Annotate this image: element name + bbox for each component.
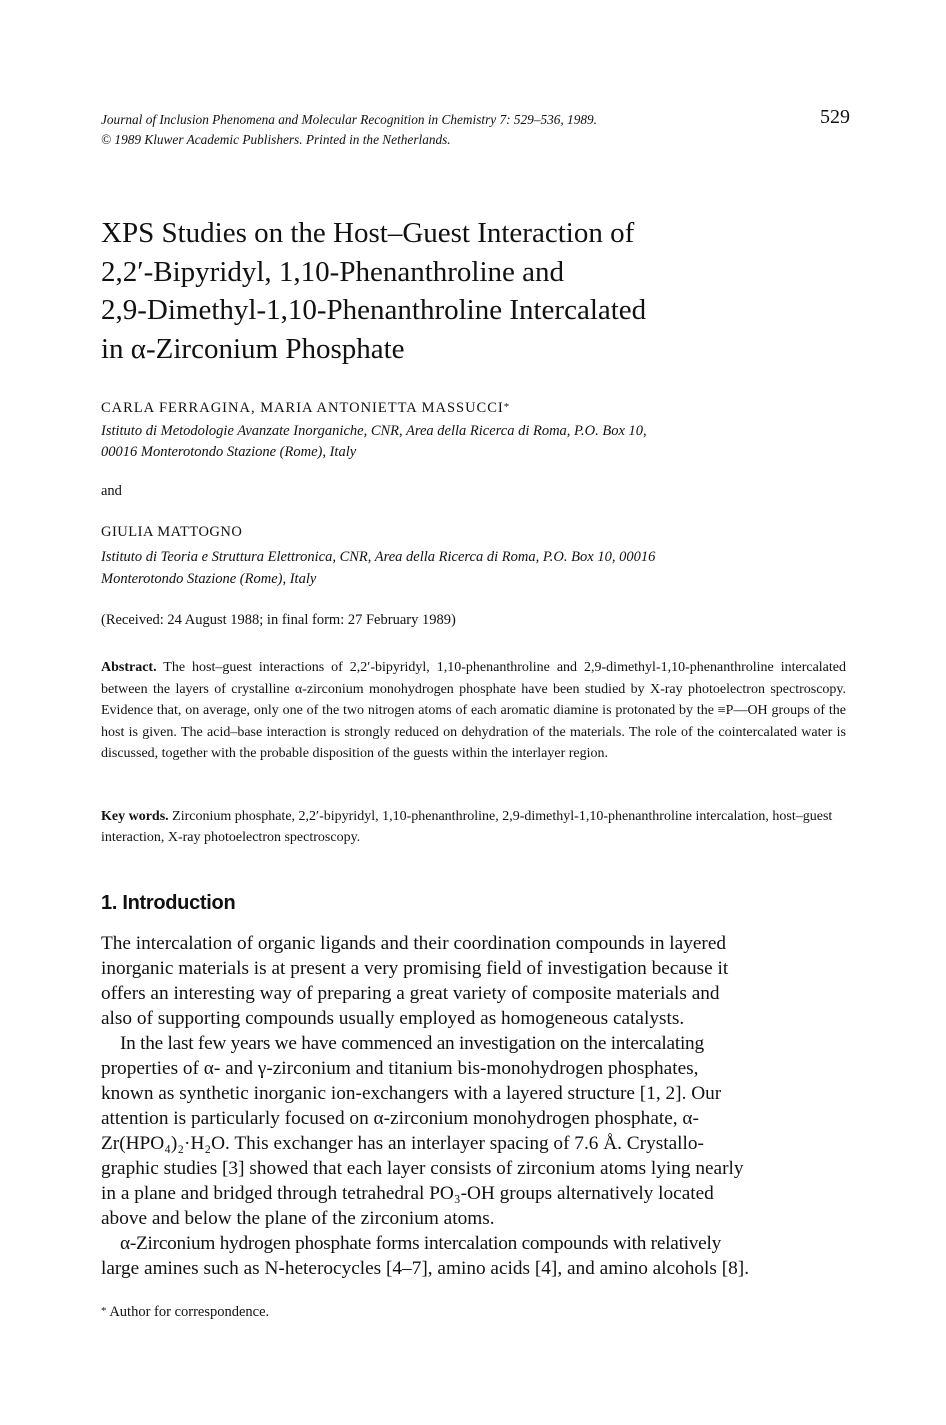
received-dates: (Received: 24 August 1988; in final form: 27 February 1989) <box>101 612 456 628</box>
body-line: attention is particularly focused on α-zirconium monohydrogen phosphate, α- <box>101 1108 699 1129</box>
introduction-body <box>101 931 846 1281</box>
footnote <box>101 1304 269 1321</box>
paper-title <box>101 214 861 368</box>
author-names: CARLA FERRAGINA, MARIA ANTONIETTA MASSUCCI <box>101 400 504 416</box>
and-separator: and <box>101 483 122 499</box>
running-header <box>101 110 741 150</box>
body-line: also of supporting compounds usually employed as homogeneous catalysts. <box>101 1008 685 1029</box>
abstract-text: The host–guest interactions of 2,2′-bipyridyl, 1,10-phenanthroline and 2,9-dimethyl-1,10-phenanthroline intercalated between the layers of crystalline α-zirconium monohydrogen phosphate have been studied by X-ray photoelectron spectroscopy. Evidence that, on average, only one of the two nitrogen atoms of each aromatic diamine is protonated by the ≡P—OH groups of the host is given. The acid–base interaction is strongly reduced on dehydration of the materials. The role of the cointercalated water is discussed, together with the probable disposition of the guests within the interlayer region. <box>101 660 846 762</box>
body-line: large amines such as N-heterocycles [4–7], amino acids [4], and amino alcohols [8]. <box>101 1258 750 1279</box>
affiliation-line: 00016 Monterotondo Stazione (Rome), Italy <box>101 444 357 460</box>
author-list <box>101 400 861 417</box>
abstract-label: Abstract. <box>101 660 157 675</box>
title-line: 2,2′-Bipyridyl, 1,10-Phenanthroline and <box>101 255 565 288</box>
body-line: α-Zirconium hydrogen phosphate forms intercalation compounds with relatively <box>120 1233 721 1254</box>
page-number: 529 <box>820 106 850 128</box>
body-line: inorganic materials is at present a very promising field of investigation because it <box>101 958 729 979</box>
title-line: in α-Zirconium Phosphate <box>101 332 405 365</box>
keywords-text: Zirconium phosphate, 2,2′-bipyridyl, 1,10-phenanthroline, 2,9-dimethyl-1,10-phenanthroline intercalation, host–guest interaction, X-ray photoelectron spectroscopy. <box>101 809 833 845</box>
corresponding-author-mark: * <box>503 401 511 413</box>
body-line: Zr(HPO₄)₂·H₂O. This exchanger has an interlayer spacing of 7.6 Å. Crystallo- <box>101 1133 704 1154</box>
body-line: in a plane and bridged through tetrahedral PO₃-OH groups alternatively located <box>101 1183 714 1204</box>
affiliation-1 <box>101 421 846 463</box>
body-line: known as synthetic inorganic ion-exchangers with a layered structure [1, 2]. Our <box>101 1083 722 1104</box>
body-line: The intercalation of organic ligands and their coordination compounds in layered <box>101 933 727 954</box>
footnote-text: Author for correspondence. <box>109 1304 270 1320</box>
author-second: GIULIA MATTOGNO <box>101 524 243 540</box>
body-line: properties of α- and γ-zirconium and titanium bis-monohydrogen phosphates, <box>101 1058 699 1079</box>
affiliation-line: Monterotondo Stazione (Rome), Italy <box>101 571 317 587</box>
title-line: 2,9-Dimethyl-1,10-Phenanthroline Intercalated <box>101 294 647 326</box>
affiliation-line: Istituto di Metodologie Avanzate Inorganiche, CNR, Area della Ricerca di Roma, P.O. Box 10, <box>101 423 647 439</box>
journal-citation: Journal of Inclusion Phenomena and Molecular Recognition in Chemistry 7: 529–536, 1989. <box>101 112 597 127</box>
body-line: graphic studies [3] showed that each layer consists of zirconium atoms lying nearly <box>101 1158 744 1179</box>
footnote-mark: * <box>101 1305 107 1317</box>
title-line: XPS Studies on the Host–Guest Interaction of <box>101 217 635 249</box>
copyright-line: © 1989 Kluwer Academic Publishers. Printed in the Netherlands. <box>101 132 451 147</box>
keywords <box>101 806 846 848</box>
keywords-label: Key words. <box>101 809 169 824</box>
body-line: In the last few years we have commenced an investigation on the intercalating <box>120 1033 704 1054</box>
body-line: offers an interesting way of preparing a great variety of composite materials and <box>101 983 720 1004</box>
section-heading: 1. Introduction <box>101 892 236 914</box>
affiliation-line: Istituto di Teoria e Struttura Elettronica, CNR, Area della Ricerca di Roma, P.O. Box 10, 00016 <box>101 549 656 565</box>
body-line: above and below the plane of the zirconium atoms. <box>101 1208 495 1229</box>
affiliation-2 <box>101 546 846 590</box>
abstract <box>101 657 846 765</box>
